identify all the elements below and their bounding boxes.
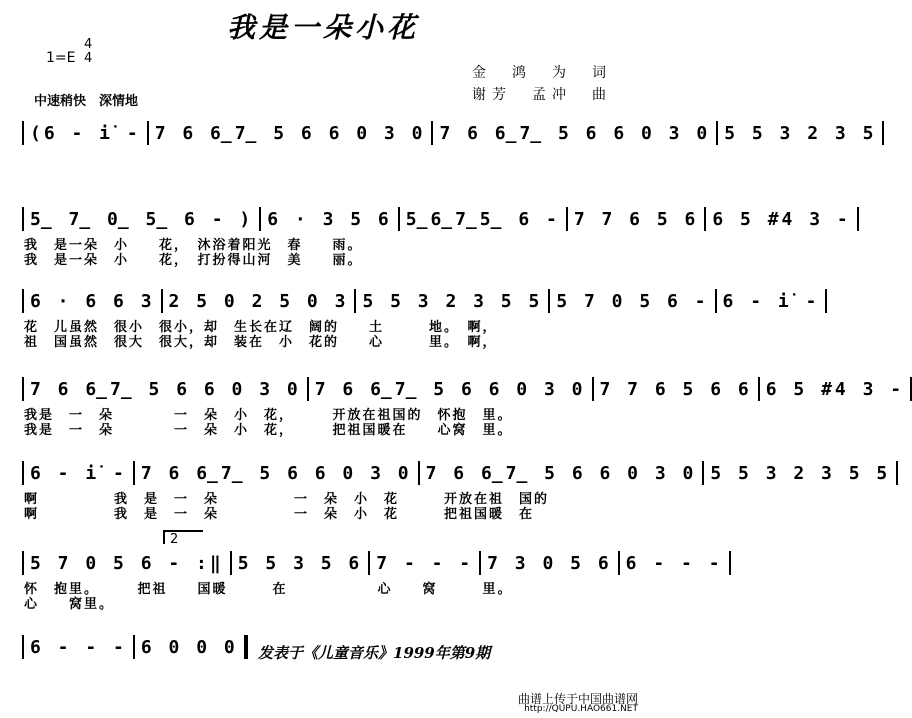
footer-url: http://QUPU.HAO661.NET bbox=[524, 704, 638, 714]
lyric-line: 怀 抱里。 把祖 国暖 在 心 窝 里。 bbox=[24, 582, 513, 597]
key-signature: 1=E bbox=[46, 50, 76, 66]
measure: 7 6 6̲7̲ 5 6 6 0 3 0 bbox=[425, 462, 697, 484]
music-line bbox=[22, 548, 723, 578]
measure: 7 6 6̲7̲ 5 6 6 0 3 0 bbox=[439, 122, 711, 144]
lyric-line: 我 是一朵 小 花， 沐浴着阳光 春 雨。 bbox=[24, 238, 363, 253]
measure: 6 5 #4 3 - bbox=[712, 208, 851, 230]
measure: 5 5 3 2 3 5 5 bbox=[710, 462, 891, 484]
measure: 6 0 0 0 bbox=[140, 636, 238, 658]
barline bbox=[882, 121, 884, 145]
measure: 7 7 6 5 6 6 bbox=[599, 378, 752, 400]
measure: 6 - i̇ - bbox=[30, 462, 127, 484]
music-line bbox=[22, 118, 877, 148]
measure: 7 6 6̲7̲ 5 6 6 0 3 0 bbox=[30, 378, 301, 400]
time-signature-bottom: 4 bbox=[84, 51, 93, 66]
measure: 6 - - - bbox=[625, 552, 723, 574]
music-line bbox=[22, 204, 851, 234]
lyric-line: 啊 我 是 一 朵 一 朵 小 花 开放在祖 国的 bbox=[24, 492, 550, 507]
lyricist-credit: 金 鸿 为 词 bbox=[472, 65, 612, 81]
volta-bracket-left bbox=[163, 530, 165, 544]
measure: 5̲6̲7̲5̲ 6 - bbox=[405, 208, 560, 230]
lyric-line: 啊 我 是 一 朵 一 朵 小 花 把祖国暖 在 bbox=[24, 507, 535, 522]
measure: 6 - i̇ - bbox=[722, 290, 820, 312]
measure: 5̲ 7̲ 0̲ 5̲ 6 - ) bbox=[30, 208, 254, 230]
lyric-line: 我是 一 朵 一 朵 小 花， 把祖国暖在 心窝 里。 bbox=[24, 423, 513, 438]
time-signature bbox=[84, 38, 92, 66]
song-title: 我是一朵小花 bbox=[226, 11, 419, 44]
measure: 7 6 6̲7̲ 5 6 6 0 3 0 bbox=[314, 378, 586, 400]
footer-site-name: 曲谱上传于中国曲谱网 bbox=[517, 692, 638, 706]
composer-credit: 谢芳 孟冲 曲 bbox=[472, 87, 612, 103]
lyric-line: 我 是一朵 小 花， 打扮得山河 美 丽。 bbox=[24, 253, 363, 268]
barline bbox=[857, 207, 859, 231]
measure: 5 5 3 5 6 bbox=[237, 552, 363, 574]
publication-note: 发表于《儿童音乐》1999年第9期 bbox=[258, 644, 491, 662]
time-signature-top: 4 bbox=[84, 37, 93, 52]
music-line bbox=[22, 632, 238, 662]
measure: 5 5 3 2 3 5 bbox=[724, 122, 877, 144]
lyric-line: 我是 一 朵 一 朵 小 花， 开放在祖国的 怀抱 里。 bbox=[24, 408, 513, 423]
lyric-line: 祖 国虽然 很大 很大，却 装在 小 花的 心 里。 啊， bbox=[24, 335, 498, 350]
final-barline bbox=[244, 635, 248, 659]
measure: 7 6 6̲7̲ 5 6 6 0 3 0 bbox=[140, 462, 412, 484]
measure: 5 7 0 5 6 - bbox=[556, 290, 709, 312]
measure: 7 6 6̲7̲ 5 6 6 0 3 0 bbox=[154, 122, 426, 144]
music-line bbox=[22, 458, 891, 488]
lyric-line: 花 儿虽然 很小 很小，却 生长在辽 阔的 土 地。 啊， bbox=[24, 320, 498, 335]
measure: 7 3 0 5 6 bbox=[487, 552, 612, 574]
measure: (6 - i̇ - bbox=[30, 122, 141, 144]
volta-label: 2 bbox=[170, 532, 179, 547]
barline bbox=[896, 461, 898, 485]
barline bbox=[729, 551, 731, 575]
measure: 6 5 #4 3 - bbox=[765, 378, 905, 400]
measure: 6 · 6 6 3 bbox=[30, 290, 155, 312]
music-line bbox=[22, 286, 820, 316]
measure: 2 5 0 2 5 0 3 bbox=[168, 290, 349, 312]
barline bbox=[825, 289, 827, 313]
tempo-marking: 中速稍快 深情地 bbox=[34, 94, 139, 109]
music-line bbox=[22, 374, 905, 404]
measure: 7 - - - bbox=[376, 552, 474, 574]
lyric-line: 心 窝里。 bbox=[24, 597, 115, 612]
measure: 6 - - - bbox=[30, 636, 127, 658]
measure: 5 5 3 2 3 5 5 bbox=[362, 290, 543, 312]
volta-bracket-top bbox=[163, 530, 203, 532]
measure: 5 7 0 5 6 - :‖ bbox=[30, 552, 224, 574]
measure: 6 · 3 5 6 bbox=[267, 208, 392, 230]
measure: 7 7 6 5 6 bbox=[573, 208, 699, 230]
